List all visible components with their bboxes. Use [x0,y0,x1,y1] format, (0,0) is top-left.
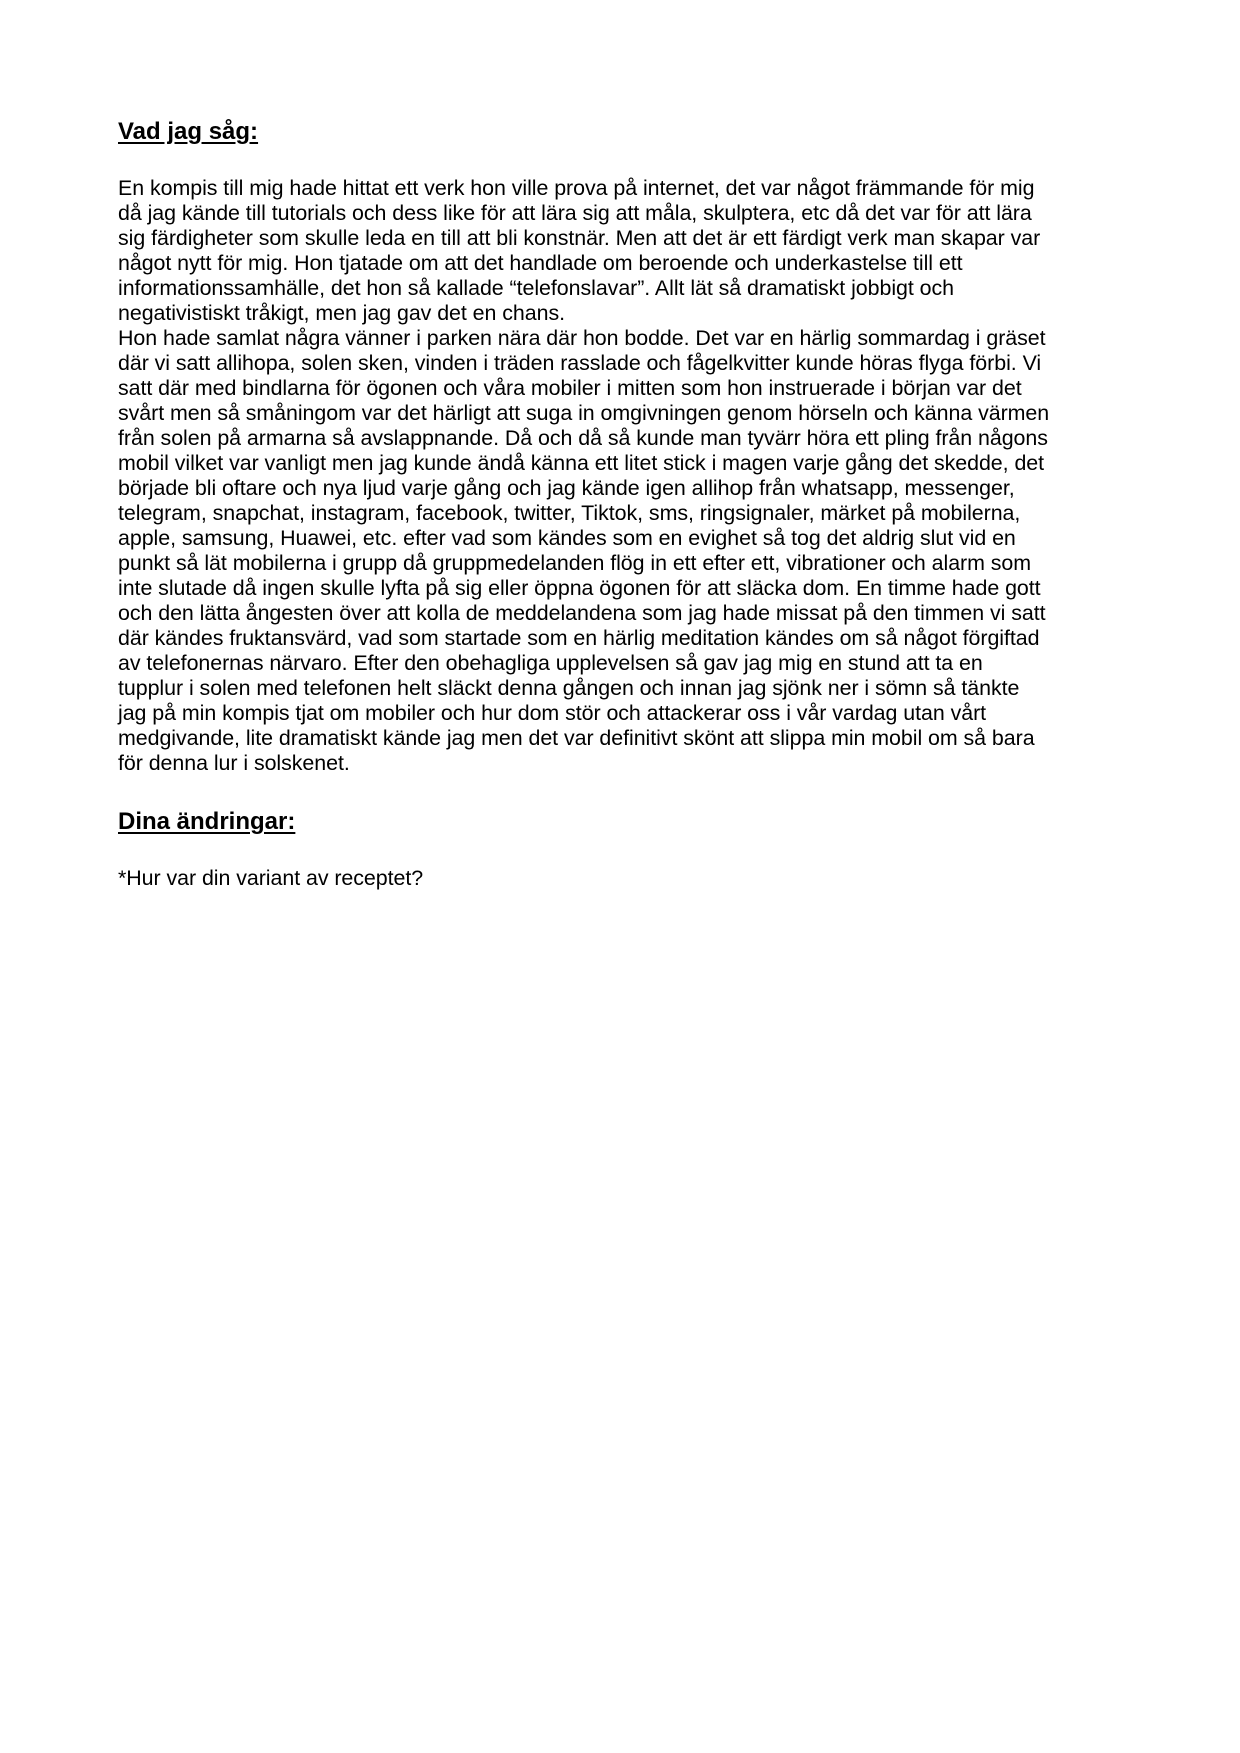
story-line: informationssamhälle, det hon så kallade “telefonslavar”. Allt lät så dramatiskt jobbigt och [118,276,955,300]
story-line: svårt men så småningom var det härligt att suga in omgivningen genom hörseln och känna värmen [118,401,1050,425]
story-line: av telefonernas närvaro. Efter den obehagliga upplevelsen så gav jag mig en stund att ta en [118,651,983,675]
story-line: medgivande, lite dramatiskt kände jag men det var definitivt skönt att slippa min mobil om så bara [118,726,1035,750]
section-heading-vad-jag-sag: Vad jag såg: [118,118,259,145]
story-line: telegram, snapchat, instagram, facebook, twitter, Tiktok, sms, ringsignaler, märket på mobilerna, [118,501,1021,525]
story-line: Hon hade samlat några vänner i parken nära där hon bodde. Det var en härlig sommardag i gräset [118,326,1046,350]
story-line: sig färdigheter som skulle leda en till att bli konstnär. Men att det är ett färdigt verk man skapar var [118,226,1041,250]
story-line: för denna lur i solskenet. [118,751,350,775]
story-line: inte slutade då ingen skulle lyfta på sig eller öppna ögonen för att släcka dom. En timme hade gott [118,576,1041,600]
story-paragraph [118,176,1128,776]
story-line: från solen på armarna så avslappnande. Då och då så kunde man tyvärr höra ett pling från någons [118,426,1048,450]
story-line: började bli oftare och nya ljud varje gång och jag kände igen allihop från whatsapp, messenger, [118,476,1015,500]
story-line: punkt så lät mobilerna i grupp då gruppmedelanden flög in ett efter ett, vibrationer och alarm som [118,551,1032,575]
story-line: och den lätta ångesten över att kolla de meddelandena som jag hade missat på den timmen vi satt [118,601,1046,625]
document-page [118,118,1128,891]
story-line: något nytt för mig. Hon tjatade om att det handlade om beroende och underkastelse till ett [118,251,963,275]
recipe-variant-prompt: *Hur var din variant av receptet? [118,866,424,890]
story-line: då jag kände till tutorials och dess like för att lära sig att måla, skulptera, etc då det var för att lära [118,201,1032,225]
story-line: En kompis till mig hade hittat ett verk hon ville prova på internet, det var något främmande för mig [118,176,1035,200]
story-line: mobil vilket var vanligt men jag kunde ändå känna ett litet stick i magen varje gång det skedde, det [118,451,1045,475]
story-line: där kändes fruktansvärd, vad som startade som en härlig meditation kändes om så något förgiftad [118,626,1040,650]
story-line: negativistiskt tråkigt, men jag gav det en chans. [118,301,565,325]
story-line: satt där med bindlarna för ögonen och våra mobiler i mitten som hon instruerade i början var det [118,376,1022,400]
story-line: jag på min kompis tjat om mobiler och hur dom stör och attackerar oss i vår vardag utan vårt [118,701,987,725]
story-line: där vi satt allihopa, solen sken, vinden i träden rasslade och fågelkvitter kunde höras flyga förbi. Vi [118,351,1042,375]
story-line: apple, samsung, Huawei, etc. efter vad som kändes som en evighet så tog det aldrig slut vid en [118,526,1016,550]
section-heading-dina-andringar: Dina ändringar: [118,808,296,835]
story-line: tupplur i solen med telefonen helt släckt denna gången och innan jag sjönk ner i sömn så tänkte [118,676,1020,700]
